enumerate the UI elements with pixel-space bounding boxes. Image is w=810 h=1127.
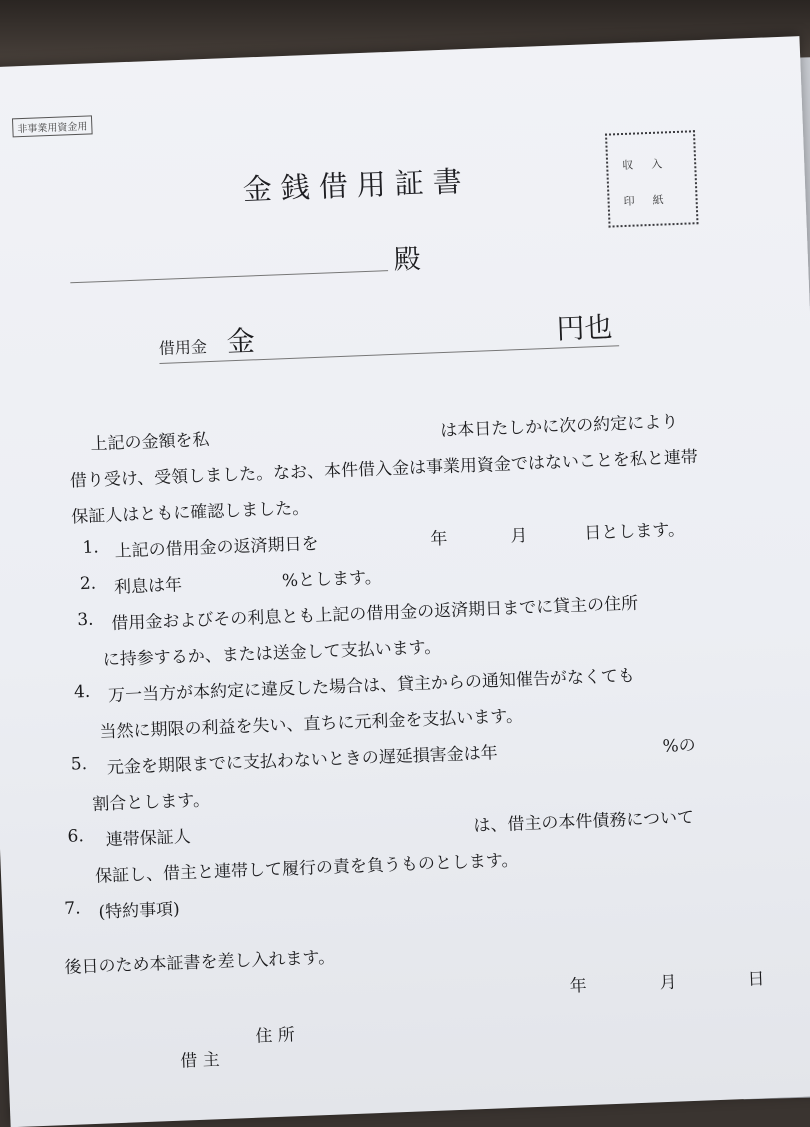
closing-statement: 後日のため本証書を差し入れます。 (64, 947, 336, 979)
clause-1-day: 日とします。 (583, 519, 686, 544)
usage-tag: 非事業用資金用 (12, 115, 93, 137)
clause-5-rate: %の (662, 735, 697, 757)
clause-2-rate: %とします。 (281, 567, 383, 592)
intro-line-1b: は本日たしかに次の約定により (439, 412, 679, 442)
clause-5-text-2: 割合とします。 (91, 790, 211, 815)
intro-line-1a: 上記の金額を私 (90, 430, 210, 455)
clause-3-text-2: に持参するか、または送金して支払います。 (102, 637, 442, 671)
intro-line-2: 借り受け、受領しました。なお、本件借入金は事業用資金ではないことを私と連帯 (69, 447, 699, 492)
clause-1-number: 1. (82, 537, 100, 559)
clause-7-number: 7. (63, 898, 81, 919)
clause-6-text-1: 連帯保証人 (105, 827, 192, 851)
clause-2-text: 利息は年 (113, 575, 183, 598)
clause-1-text: 上記の借用金の返済期日を (114, 533, 319, 562)
borrower-address-label: 住 所 (255, 1025, 296, 1047)
revenue-stamp-label-1: 収入 (621, 156, 681, 173)
revenue-stamp-box (605, 130, 699, 227)
addressee-blank-line (70, 270, 388, 283)
clause-7-text: (特約事項) (98, 899, 181, 923)
borrower-role-label: 借 主 (179, 1050, 221, 1072)
clause-4-number: 4. (73, 681, 91, 703)
clause-3-text-1: 借用金およびその利息とも上記の借用金の返済期日までに貸主の住所 (111, 593, 639, 634)
clause-2-number: 2. (79, 573, 97, 595)
amount-label: 借用金 (158, 337, 208, 358)
clause-5-number: 5. (70, 754, 88, 775)
date-year: 年 (569, 976, 588, 997)
revenue-stamp-label-2: 印紙 (623, 192, 682, 209)
clause-4-text-2: 当然に期限の利益を失い、直ちに元利金を支払います。 (99, 706, 524, 743)
clause-3-number: 3. (76, 609, 94, 631)
loan-certificate-paper (0, 36, 810, 1127)
intro-line-3: 保証人はともに確認しました。 (70, 498, 310, 528)
clause-6-text-2: は、借主の本件債務について (473, 807, 695, 837)
clause-4-text-1: 万一当方が本約定に違反した場合は、貸主からの通知催告がなくても (107, 665, 636, 707)
document-title: 金銭借用証書 (242, 163, 472, 207)
clause-1-month: 月 (510, 525, 528, 547)
date-day: 日 (747, 969, 765, 990)
amount-prefix: 金 (226, 324, 256, 359)
date-month: 月 (659, 972, 678, 994)
addressee-honorific: 殿 (393, 243, 422, 276)
clause-6-text-3: 保証し、借主と連帯して履行の責を負うものとします。 (94, 850, 519, 887)
clause-1-year: 年 (430, 529, 448, 550)
clause-5-text-1: 元金を期限までに支払わないときの遅延損害金は年 (106, 743, 499, 779)
clause-6-number: 6. (67, 826, 85, 847)
amount-suffix: 円也 (555, 310, 614, 346)
